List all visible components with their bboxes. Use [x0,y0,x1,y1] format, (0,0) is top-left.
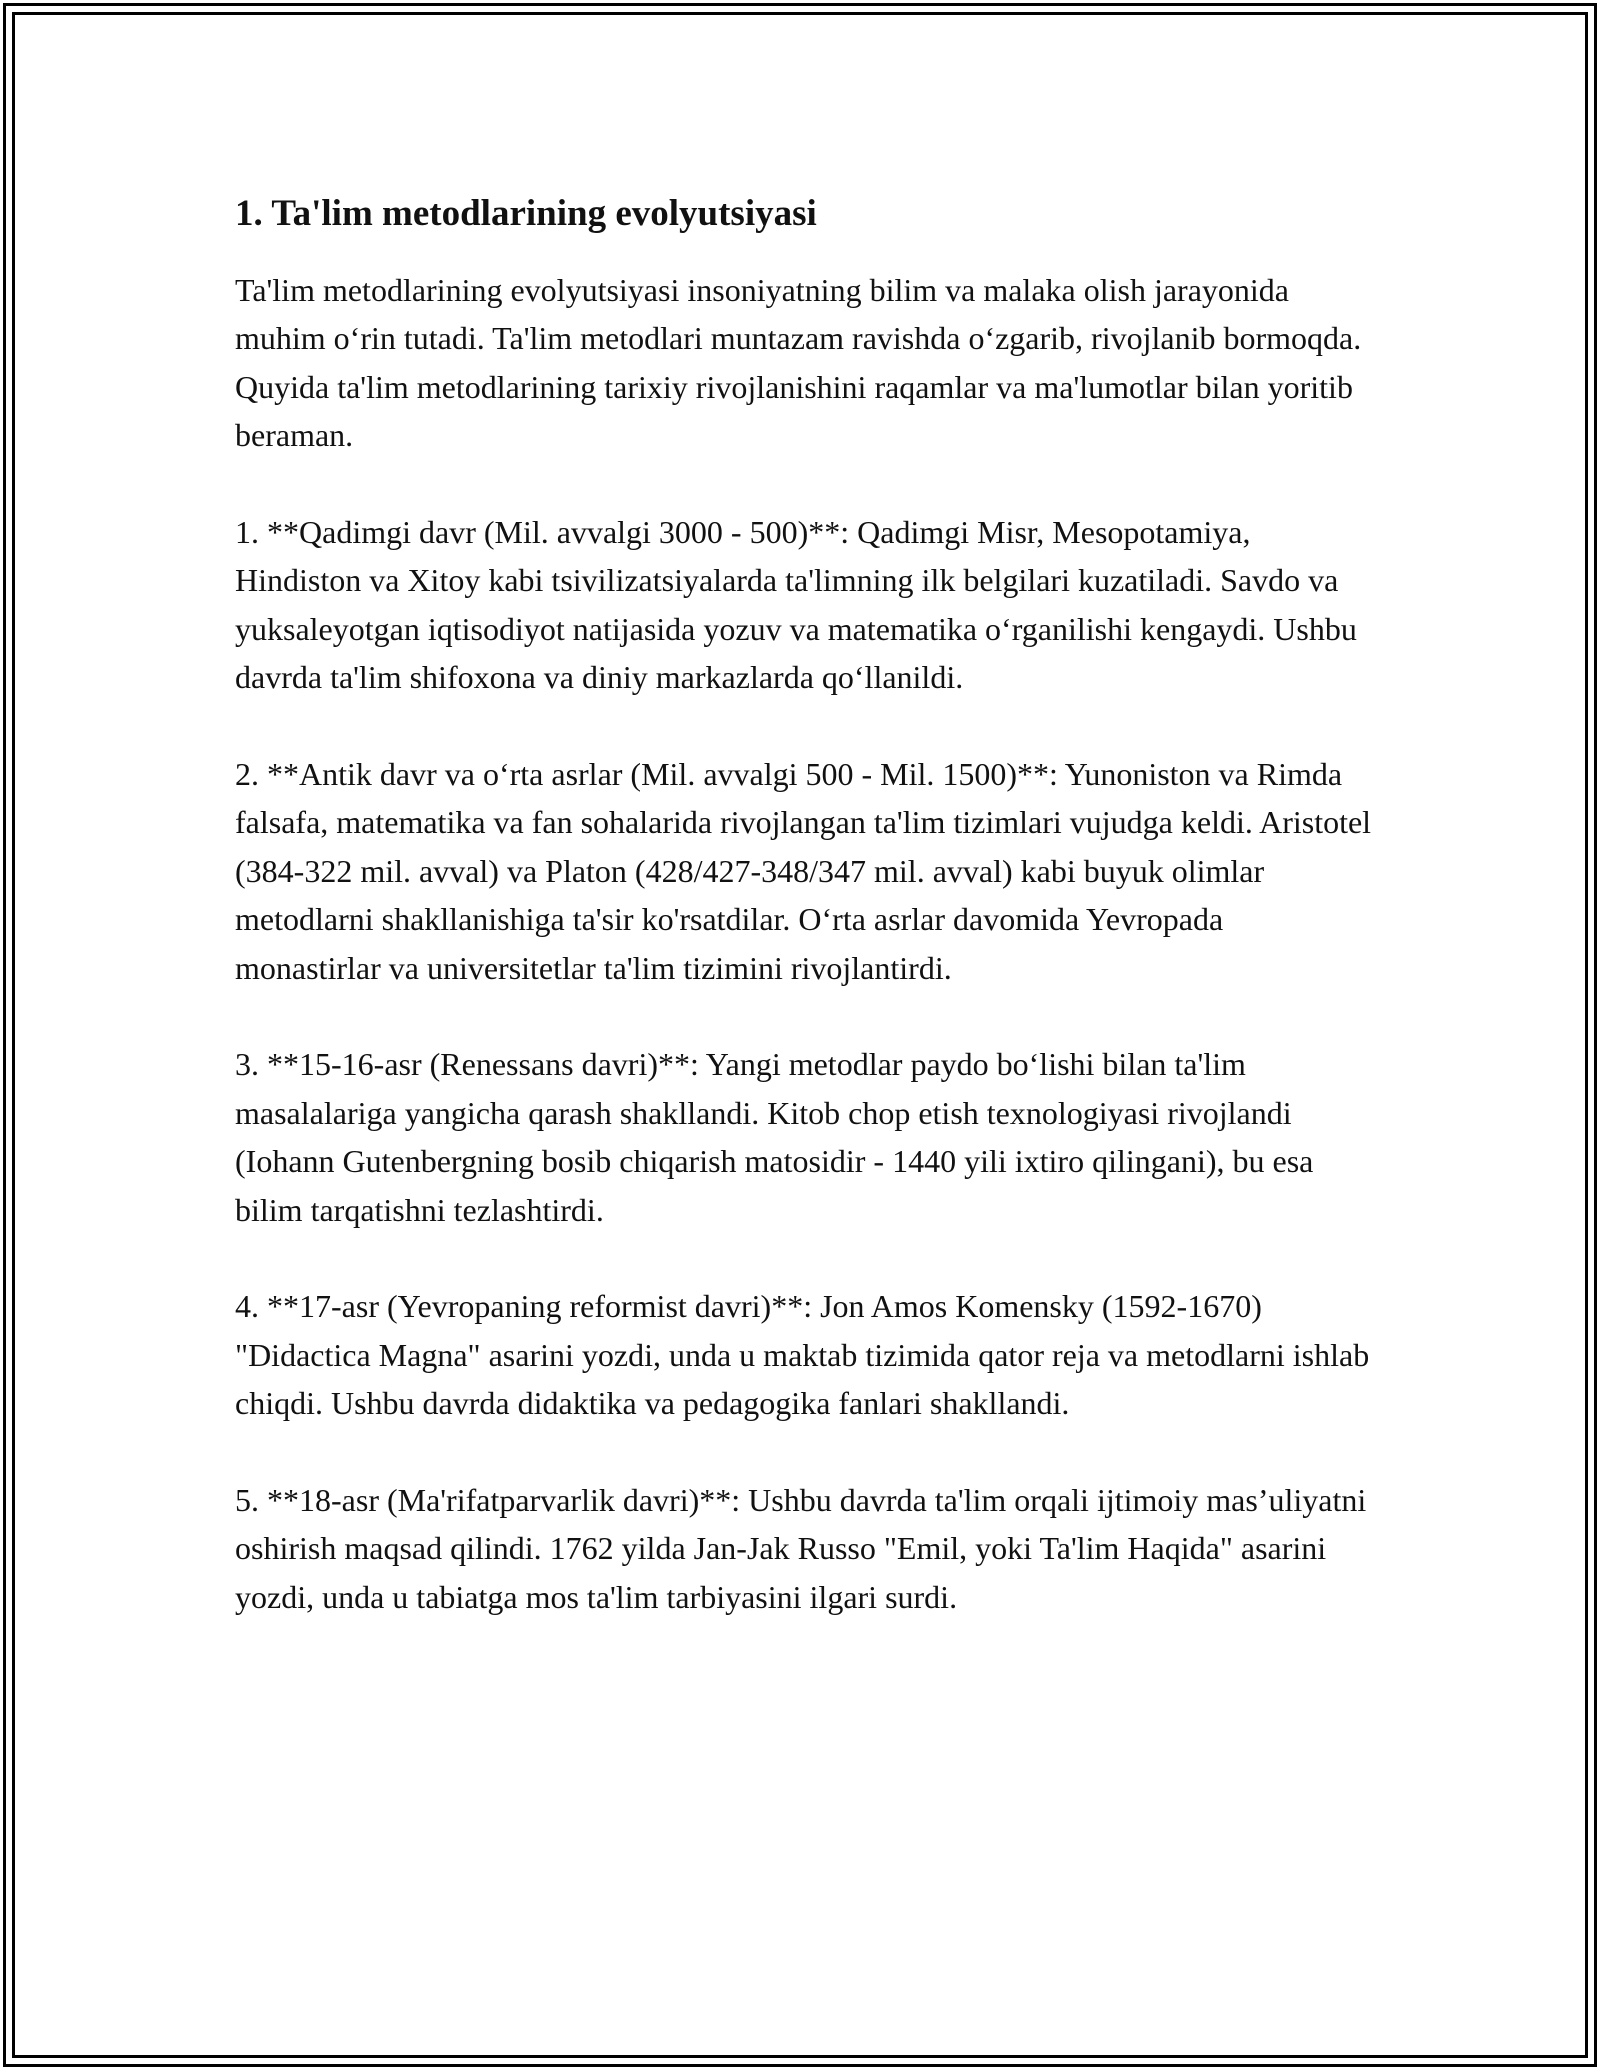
list-item-ancient-period: 1. **Qadimgi davr (Mil. avvalgi 3000 - 500)**: Qadimgi Misr, Mesopotamiya, Hindiston va Xitoy kabi tsivilizatsiyalarda ta'limning ilk belgilari kuzatiladi. Savdo va yuksaleyotgan iqtisodiyot natijasida yozuv va matematika o‘rganilishi kengaydi. Ushbu davrda ta'lim shifoxona va diniy markazlarda qo‘llanildi. [235,514,1357,696]
document-body [235,186,1375,1670]
section-heading: 1. Ta'lim metodlarining evolyutsiyasi [235,193,817,234]
list-item-17th-century: 4. **17-asr (Yevropaning reformist davri)**: Jon Amos Komensky (1592-1670) "Didactica Magna" asarini yozdi, unda u maktab tizimida qator reja va metodlarni ishlab chiqdi. Ushbu davrda didaktika va pedagogika fanlari shakllandi. [235,1288,1370,1422]
list-item-enlightenment: 5. **18-asr (Ma'rifatparvarlik davri)**: Ushbu davrda ta'lim orqali ijtimoiy mas’uliyatni oshirish maqsad qilindi. 1762 yilda Jan-Jak Russo "Emil, yoki Ta'lim Haqida" asarini yozdi, unda u tabiatga mos ta'lim tarbiyasini ilgari surdi. [235,1482,1367,1615]
list-item-antiquity-middle-ages: 2. **Antik davr va o‘rta asrlar (Mil. avvalgi 500 - Mil. 1500)**: Yunoniston va Rimda falsafa, matematika va fan sohalarida rivojlangan ta'lim tizimlari vujudga keldi. Aristotel (384-322 mil. avval) va Platon (428/427-348/347 mil. avval) kabi buyuk olimlar metodlarni shakllanishiga ta'sir ko'rsatdilar. O‘rta asrlar davomida Yevropada monastirlar va universitetlar ta'lim tizimini rivojlantirdi. [235,756,1372,986]
list-item-renaissance: 3. **15-16-asr (Renessans davri)**: Yangi metodlar paydo bo‘lishi bilan ta'lim masalalariga yangicha qarash shakllandi. Kitob chop etish texnologiyasi rivojlandi (Iohann Gutenbergning bosib chiqarish matosidir - 1440 yili ixtiro qilingani), bu esa bilim tarqatishni tezlashtirdi. [235,1046,1314,1228]
intro-paragraph: Ta'lim metodlarining evolyutsiyasi insoniyatning bilim va malaka olish jarayonida muhim o‘rin tutadi. Ta'lim metodlari muntazam ravishda o‘zgarib, rivojlanib bormoqda. Quyida ta'lim metodlarining tarixiy rivojlanishini raqamlar va ma'lumotlar bilan yoritib beraman. [235,272,1362,454]
